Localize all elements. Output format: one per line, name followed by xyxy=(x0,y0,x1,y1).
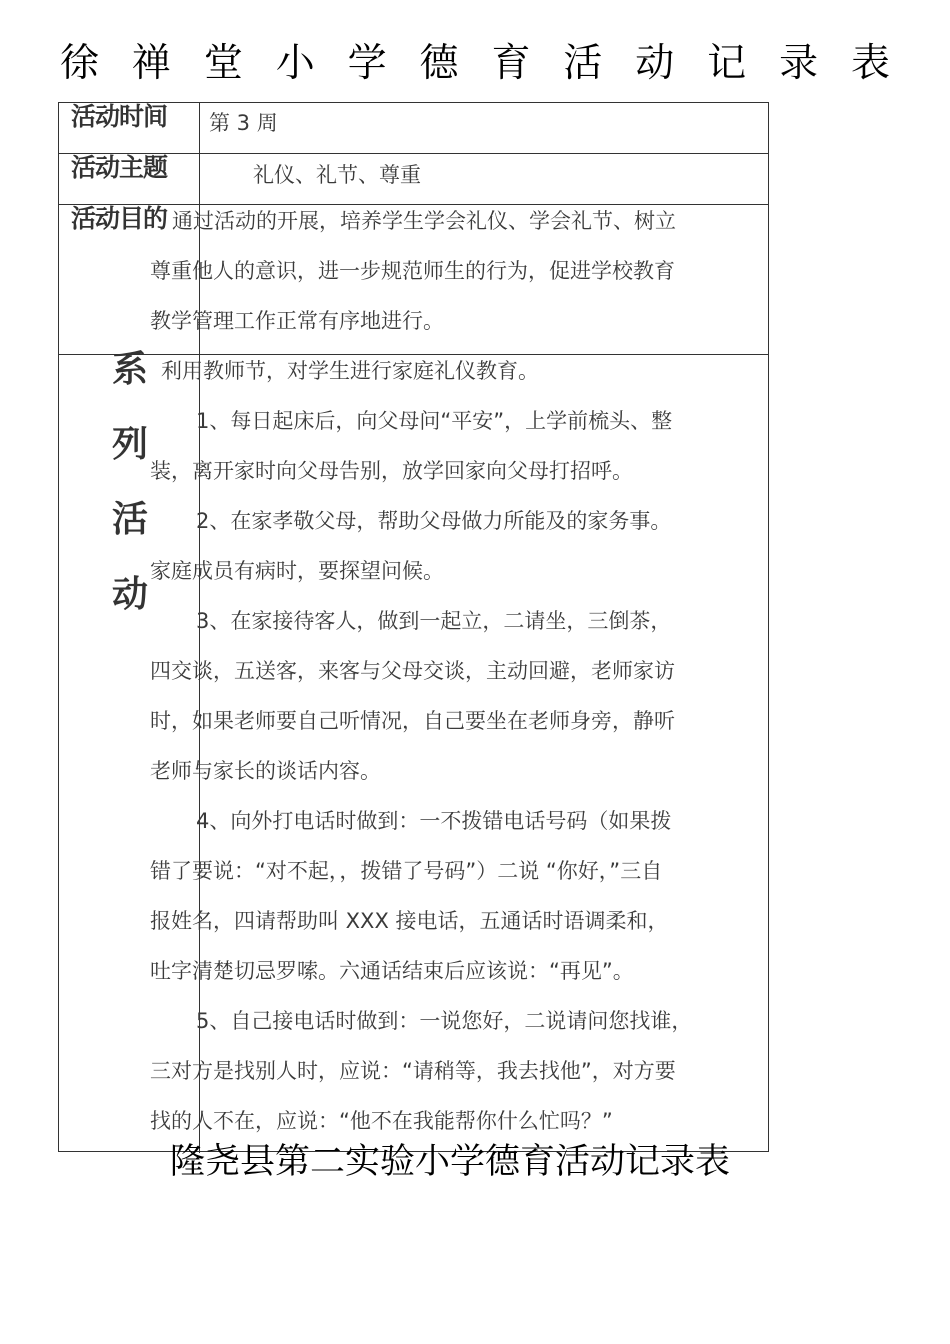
label-char: 列 xyxy=(111,424,148,465)
text-line: 找的人不在，应说：“他不在我能帮你什么忙吗？” xyxy=(150,1109,613,1133)
activity-time-label: 活动时间 xyxy=(71,102,168,131)
title-char: 活 xyxy=(563,41,603,86)
label-cell xyxy=(59,103,200,153)
title-char: 记 xyxy=(707,41,747,86)
title-char: 表 xyxy=(850,41,890,86)
activity-purpose-text xyxy=(150,196,770,346)
text-line: 吐字清楚切忌罗嗦。六通话结束后应该说：“再见”。 xyxy=(150,959,634,983)
text-line: 报姓名，四请帮助叫 XXX 接电话，五通话时语调柔和， xyxy=(150,909,669,933)
activity-theme-value: 礼仪、礼节、尊重 xyxy=(253,163,421,187)
text-line: 5、自己接电话时做到：一说您好，二说请问您找谁， xyxy=(196,1009,693,1033)
text-line: 4、向外打电话时做到：一不拨错电话号码（如果拨 xyxy=(196,809,672,833)
title-char: 学 xyxy=(347,41,387,86)
label-char: 系 xyxy=(111,349,148,390)
title-char: 徐 xyxy=(60,41,100,86)
text-line: 老师与家长的谈话内容。 xyxy=(150,759,381,783)
activity-time-value: 第 3 周 xyxy=(209,111,278,135)
text-line: 时，如果老师要自己听情况，自己要坐在老师身旁，静听 xyxy=(150,709,675,733)
content-cell xyxy=(200,103,768,153)
text-line: 错了要说：“对不起，，拨错了号码”）二说 “你好，”三自 xyxy=(150,859,663,883)
title-char: 禅 xyxy=(131,41,171,86)
title-char: 动 xyxy=(635,41,675,86)
series-activity-label xyxy=(108,345,152,645)
text-line: 2、在家孝敬父母，帮助父母做力所能及的家务事。 xyxy=(196,509,672,533)
text-line: 家庭成员有病时，要探望问候。 xyxy=(150,559,444,583)
label-char: 动 xyxy=(111,574,148,615)
title-char: 育 xyxy=(491,41,531,86)
title-char: 小 xyxy=(275,41,315,86)
text-line: 尊重他人的意识，进一步规范师生的行为，促进学校教育 xyxy=(150,259,675,283)
title-char: 德 xyxy=(419,41,459,86)
row-activity-time xyxy=(59,103,768,154)
text-line: 3、在家接待客人，做到一起立，二请坐，三倒茶， xyxy=(196,609,672,633)
text-line: 装，离开家时向父母告别，放学回家向父母打招呼。 xyxy=(150,459,633,483)
text-line: 四交谈，五送客，来客与父母交谈，主动回避，老师家访 xyxy=(150,659,675,683)
text-line: 通过活动的开展，培养学生学会礼仪、学会礼节、树立 xyxy=(172,209,676,233)
activity-purpose-label: 活动目的 xyxy=(71,204,168,233)
footer-title: 隆尧县第二实验小学德育活动记录表 xyxy=(170,1142,731,1182)
title-char: 录 xyxy=(779,41,819,86)
page-title xyxy=(60,32,890,88)
text-line: 教学管理工作正常有序地进行。 xyxy=(150,309,444,333)
text-line: 三对方是找别人时，应说：“请稍等，我去找他”，对方要 xyxy=(150,1059,676,1083)
series-activity-text xyxy=(150,346,770,1146)
activity-theme-label: 活动主题 xyxy=(71,153,168,182)
title-char: 堂 xyxy=(203,41,243,86)
text-line: 1、每日起床后，向父母问“平安”，上学前梳头、整 xyxy=(196,409,673,433)
label-char: 活 xyxy=(111,499,148,540)
text-line: 利用教师节，对学生进行家庭礼仪教育。 xyxy=(161,359,539,383)
